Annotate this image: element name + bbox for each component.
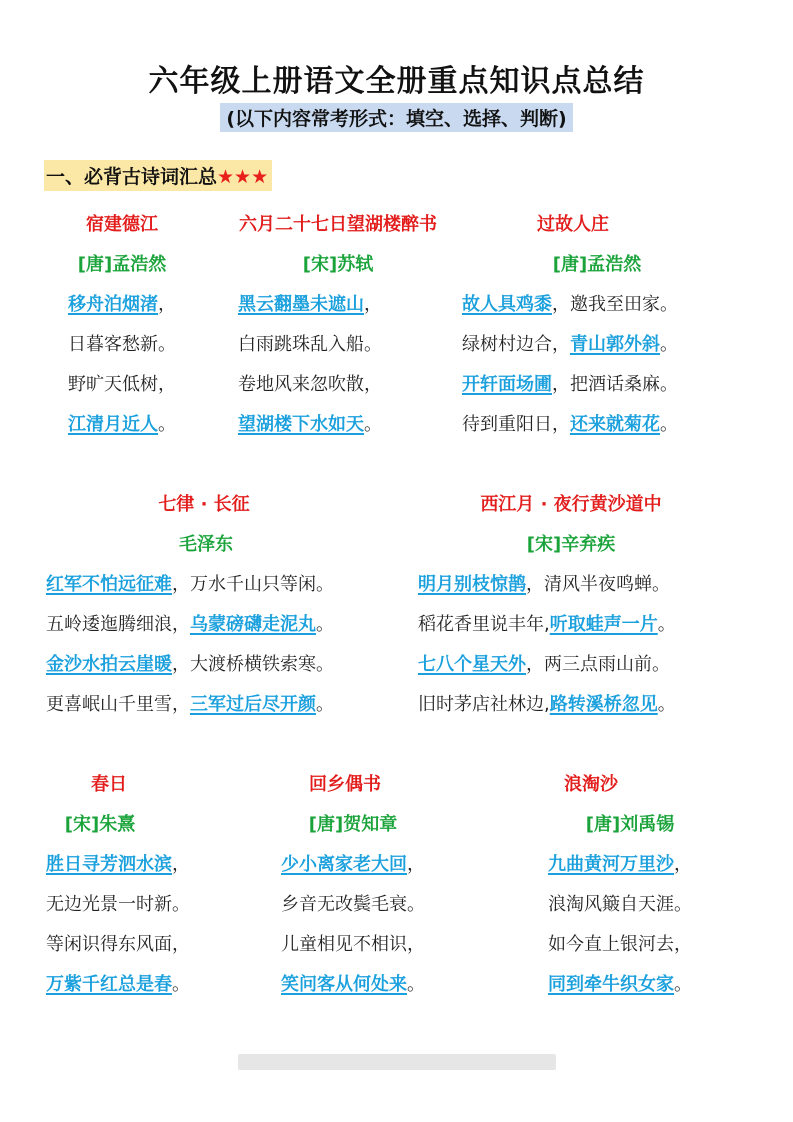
poem-xijiang-yue (418, 493, 738, 733)
fill-blank-answer: 青山郭外斜 (570, 334, 660, 355)
poem-title: 浪淘沙 (564, 774, 618, 795)
fill-blank-answer: 笑问客从何处来 (281, 974, 407, 995)
poem-line: 明月别枝惊鹊，清风半夜鸣蝉。 (418, 574, 670, 595)
fill-blank-answer: 故人具鸡黍 (462, 294, 552, 315)
poem-author: [宋]朱熹 (64, 814, 136, 835)
poem-author: [唐]贺知章 (308, 814, 398, 835)
poem-line: 同到牵牛织女家。 (548, 974, 692, 995)
poem-line: 九曲黄河万里沙， (548, 854, 692, 875)
fill-blank-answer: 望湖楼下水如天 (238, 414, 364, 435)
poem-line: 移舟泊烟渚， (68, 294, 176, 315)
poem-title: 七律 · 长征 (158, 494, 250, 515)
fill-blank-answer: 黑云翻墨未遮山 (238, 294, 364, 315)
poem-author: [唐]孟浩然 (77, 254, 167, 275)
fill-blank-answer: 听取蛙声一片 (549, 614, 658, 635)
poem-line: 开轩面场圃，把酒话桑麻。 (462, 374, 678, 395)
poem-line: 黑云翻墨未遮山， (238, 294, 382, 315)
fill-blank-answer: 路转溪桥忽见 (549, 694, 658, 715)
poem-line: 待到重阳日，还来就菊花。 (462, 414, 678, 435)
poem-author: [宋]苏轼 (302, 254, 374, 275)
poem-line: 旧时茅店社林边,路转溪桥忽见。 (418, 694, 676, 715)
page-title: 六年级上册语文全册重点知识点总结 (148, 64, 645, 99)
fill-blank-answer: 七八个星天外 (418, 654, 526, 675)
fill-blank-answer: 同到牵牛织女家 (548, 974, 674, 995)
poem-spring-day (46, 773, 226, 1013)
poem-author: [唐]孟浩然 (552, 254, 642, 275)
fill-blank-answer: 明月别枝惊鹊 (418, 574, 526, 595)
poem-line: 更喜岷山千里雪，三军过后尽开颜。 (46, 694, 334, 715)
section-heading (44, 160, 272, 191)
poem-suspended-jiande (48, 213, 196, 453)
blurred-watermark (238, 1054, 556, 1070)
poem-line: 故人具鸡黍，邀我至田家。 (462, 294, 678, 315)
poem-line: 儿童相见不相识， (281, 934, 425, 955)
poem-title: 过故人庄 (537, 214, 609, 235)
poem-line: 红军不怕远征难，万水千山只等闲。 (46, 574, 334, 595)
poem-line: 胜日寻芳泗水滨， (46, 854, 190, 875)
poem-line: 如今直上银河去， (548, 934, 692, 955)
fill-blank-answer: 九曲黄河万里沙 (548, 854, 674, 875)
fill-blank-answer: 移舟泊烟渚 (68, 294, 158, 315)
fill-blank-answer: 开轩面场圃 (462, 374, 552, 395)
fill-blank-answer: 江清月近人 (68, 414, 158, 435)
poem-wanghu-tower (232, 213, 444, 453)
poem-long-march (46, 493, 386, 733)
poem-title: 六月二十七日望湖楼醉书 (239, 214, 437, 235)
poem-title: 春日 (91, 774, 127, 795)
poem-line: 野旷天低树， (68, 374, 176, 395)
fill-blank-answer: 乌蒙磅礴走泥丸 (190, 614, 316, 635)
fill-blank-answer: 还来就菊花 (570, 414, 660, 435)
poem-title: 回乡偶书 (309, 774, 381, 795)
poem-line: 望湖楼下水如天。 (238, 414, 382, 435)
fill-blank-answer: 红军不怕远征难 (46, 574, 172, 595)
fill-blank-answer: 胜日寻芳泗水滨 (46, 854, 172, 875)
poem-title: 宿建德江 (86, 214, 158, 235)
poem-title: 西江月 · 夜行黄沙道中 (480, 494, 662, 515)
poem-author: [宋]辛弃疾 (526, 534, 616, 555)
poem-line: 日暮客愁新。 (68, 334, 176, 355)
poem-line: 金沙水拍云崖暖，大渡桥横铁索寒。 (46, 654, 334, 675)
poem-line: 少小离家老大回， (281, 854, 425, 875)
poem-line: 稻花香里说丰年,听取蛙声一片。 (418, 614, 676, 635)
poem-line: 乡音无改鬓毛衰。 (281, 894, 425, 915)
poem-langtaosha (548, 773, 738, 1013)
poem-line: 五岭逶迤腾细浪，乌蒙磅礴走泥丸。 (46, 614, 334, 635)
poem-line: 江清月近人。 (68, 414, 176, 435)
poem-line: 等闲识得东风面， (46, 934, 190, 955)
poem-line: 卷地风来忽吹散， (238, 374, 382, 395)
poem-old-friend-farm (462, 213, 722, 453)
section-label: 一、必背古诗词汇总 (46, 166, 218, 188)
poem-line: 七八个星天外，两三点雨山前。 (418, 654, 670, 675)
fill-blank-answer: 金沙水拍云崖暖 (46, 654, 172, 675)
star-rating-icon: ★★★ (217, 166, 269, 188)
fill-blank-answer: 万紫千红总是春 (46, 974, 172, 995)
page-subtitle: (以下内容常考形式：填空、选择、判断) (220, 103, 572, 132)
poem-line: 绿树村边合，青山郭外斜。 (462, 334, 678, 355)
poem-line: 白雨跳珠乱入船。 (238, 334, 382, 355)
poem-returning-home (281, 773, 461, 1013)
fill-blank-answer: 少小离家老大回 (281, 854, 407, 875)
poem-line: 无边光景一时新。 (46, 894, 190, 915)
poem-line: 笑问客从何处来。 (281, 974, 425, 995)
poem-line: 浪淘风簸自天涯。 (548, 894, 692, 915)
poem-author: [唐]刘禹锡 (585, 814, 675, 835)
poem-line: 万紫千红总是春。 (46, 974, 190, 995)
fill-blank-answer: 三军过后尽开颜 (190, 694, 316, 715)
poem-author: 毛泽东 (179, 534, 233, 555)
